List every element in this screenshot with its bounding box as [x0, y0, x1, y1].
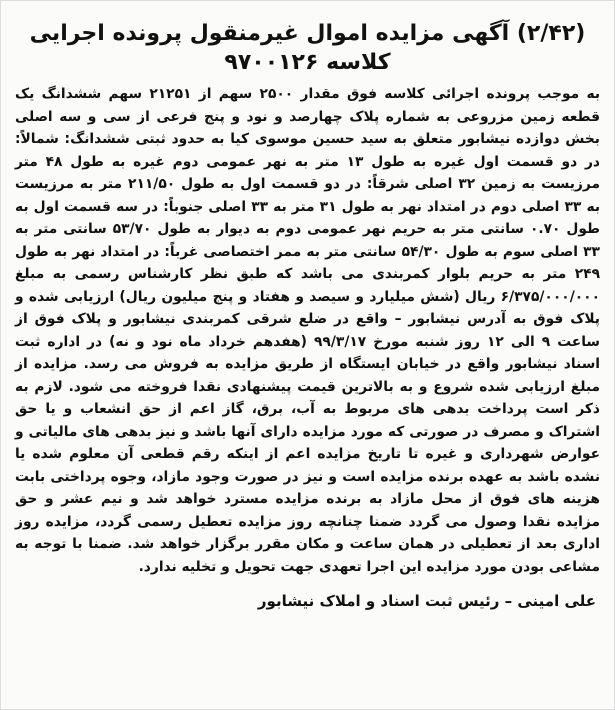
notice-body: به موجب پرونده اجرائی کلاسه فوق مقدار ۲۵۰۰ سهم از ۲۱۲۵۱ سهم ششدانگ یک قطعه زمین مزروعی به شماره پلاک چهارصد و نود و پنج فرعی از سی و سه اصلی بخش دوازده نیشابور متعلق به سید حسین موسوی کیا به حدود ثبتی ششدانگ: شمالاً: در دو قسمت اول غیره به طول ۱۳ متر به نهر عمومی دوم غیره به طول ۴۸ متر مرزیست به زمین ۳۲ اصلی شرقاً: در دو قسمت اول به طول ۲۱۱/۵۰ متر به مرزیست به ۳۳ اصلی دوم در امتداد نهر به طول ۳۱ متر به ۳۳ اصلی جنوباً: در سه قسمت اول به طول ۰.۷۰ سانتی متر به حریم نهر عمومی دوم به دیوار به طول ۵۳/۷۰ سانتی متر به ۳۳ اصلی سوم به طول ۵۴/۳۰ سانتی متر به ممر اختصاصی غرباً: در امتداد نهر به طول ۲۴۹ متر به حریم بلوار کمربندی می باشد که طبق نظر کارشناس رسمی به مبلغ ۶/۳۷۵/۰۰۰/۰۰۰ ریال (شش میلیارد و سیصد و هفتاد و پنج میلیون ریال) ارزیابی شده و پلاک فوق به آدرس نیشابور – واقع در ضلع شرقی کمربندی نیشابور و پلاک فوق از ساعت ۹ الی ۱۲ روز شنبه مورخ ۹۹/۳/۱۷ (هفدهم خرداد ماه نود و نه) در اداره ثبت اسناد نیشابور واقع در خیابان ایستگاه از طریق مزایده به فروش می رسد. مزایده از مبلغ ارزیابی شده شروع و به بالاترین قیمت پیشنهادی نقدا فروخته می شود. لازم به ذکر است پرداخت بدهی های مربوط به آب، برق، گاز اعم از حق انشعاب و یا حق اشتراک و مصرف در صورتی که مورد مزایده دارای آنها باشد و نیز بدهی های مالیاتی و عوارض شهرداری و غیره تا تاریخ مزایده اعم از اینکه رقم قطعی آن معلوم شده یا نشده باشد به عهده برنده مزایده است و نیز در صورت وجود مازاد، وجوه پرداختی بابت هزینه های فوق از محل مازاد به برنده مزایده مسترد خواهد شد و نیم عشر و حق مزایده نقدا وصول می گردد ضمنا چنانچه روز مزایده تعطیل رسمی گردد، مزایده روز اداری بعد از تعطیلی در همان ساعت و مکان مقرر برگزار خواهد شد. ضمنا با توجه به مشاعی بودن مورد مزایده این اجرا تعهدی جهت تحویل و تخلیه ندارد. — [15, 86, 601, 575]
notice-signature: علی امینی – رئیس ثبت اسناد و املاک نیشابور — [257, 592, 596, 610]
notice-title: (۲/۴۲) آگهی مزایده اموال غیرمنقول پرونده اجرایی کلاسه ۹۷۰۰۱۲۶ — [29, 21, 586, 75]
